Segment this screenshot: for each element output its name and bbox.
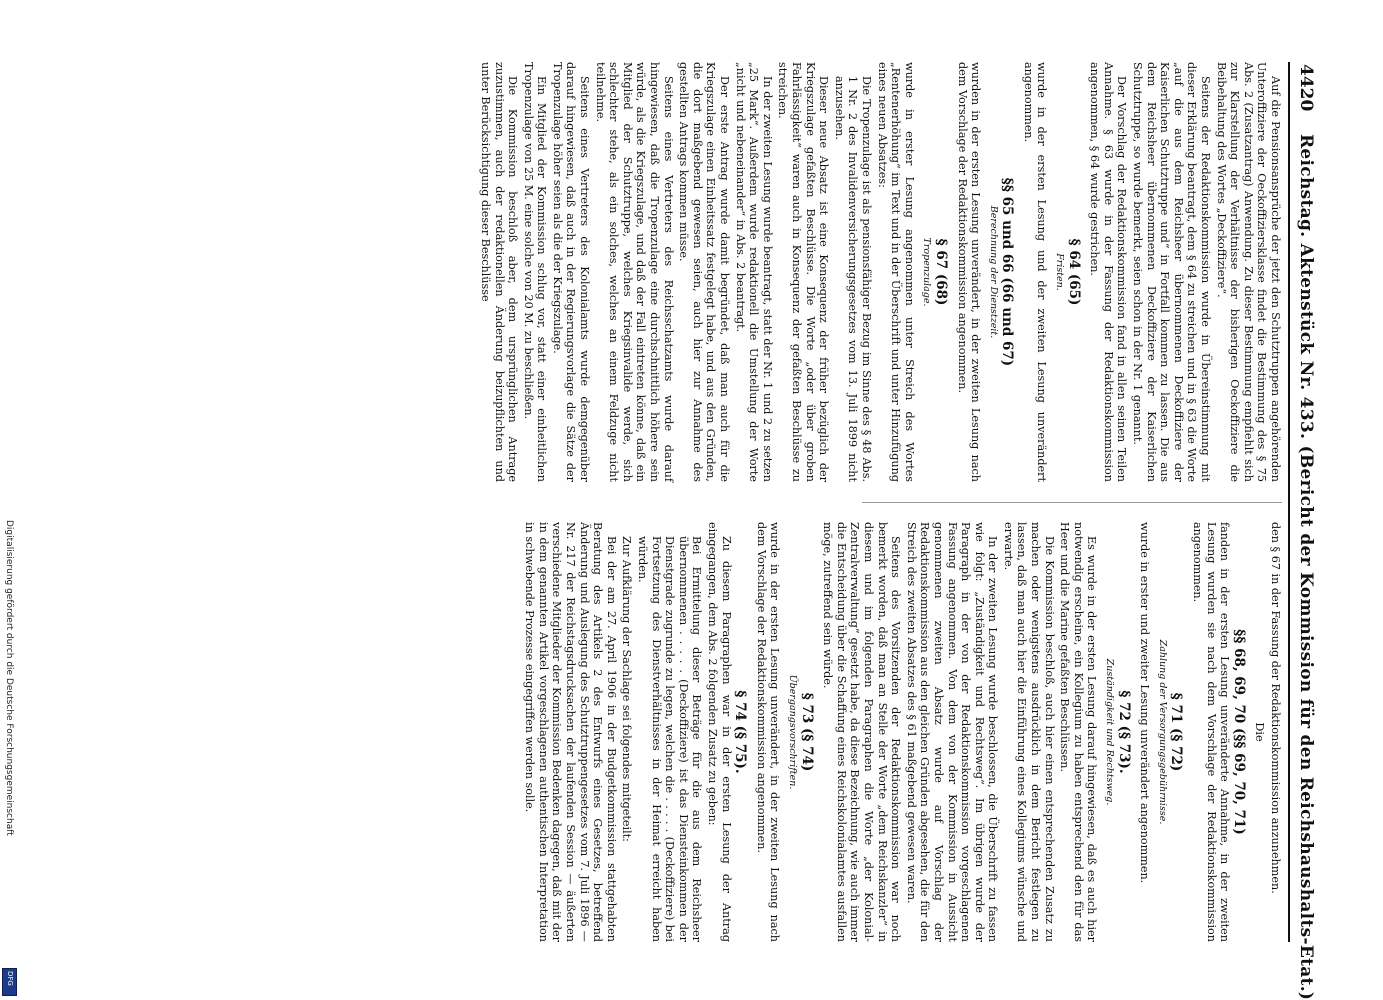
section-heading: § 72 (§ 73).: [1115, 690, 1132, 774]
paragraph: Seitens der Redaktionskommission wurde in Übereinstimmung mit dieser Erklärung beantragt, dem § 64 zu streichen und in § 63 die Worte „auf die aus dem Reichsheer übernommenen Deckoffiziere der Kaiserlichen Schutztruppe und“ in Fortfall kommen zu lassen. Die aus dem Reichsheer übernommenen Deckoffiziere der Kaiserlichen Schutztruppe, so wurde bemerkt, seien schon in der Nr. 1 genannt.: [1131, 62, 1213, 482]
left-column: [476, 62, 1282, 482]
section-heading: § 67 (68): [932, 238, 949, 306]
quoted-paragraph: Bei Ermittelung dieser Beträge für die aus dem Reichsheer übernommenen . . . . . (Deckoffiziere) ist das Diensteinkommen der Dienstgrade zugrunde zu legen, welchen die . . . . . (Deckoffiziere) bei Fortsetzung des Dienstverhältnisses in der Heimat erreicht haben würden.: [636, 536, 704, 942]
page-header: [1290, 62, 1318, 1000]
paragraph: Seitens des Vorsitzenden der Redaktionskommission war noch bemerkt worden, daß man an Stelle der Worte „dem Reichskanzler“ in diesem und im folgenden Paragraphen die Worte „der Kolonial-Zentralverwaltung“ gesetzt habe, da diese Bezeichnung, wie auch immer die Entscheidung über die Schaffung eines Reichskolonialamtes ausfallen möge, zutreffend sein würde.: [821, 522, 903, 942]
paragraph: Die Kommission beschloß, auch hier einen entsprechenden Zusatz zu machen oder wenigstens ausdrücklich in dem Bericht festlegen zu lassen, daß man auch hier die Einführung eines Kollegiums wünsche und erwarte.: [1001, 522, 1056, 942]
paragraph: wurde in der ersten Lesung und der zweiten Lesung unverändert angenommen.: [1021, 62, 1049, 482]
paragraph: Seitens eines Vertreters des Reichsschatzamts wurde darauf hingewiesen, daß die Tropenzulage eine durchschnittlich höhere sein würde, als die Kriegszulage, und daß der Fall eintreten könne, daß ein Mitglied der Schutztruppe, welches Kriegsinvalide werde, sich schlechter stehe, als ein solches, welches an einem Feldzuge nicht teilnehme.: [593, 62, 675, 482]
dfg-logo: [2, 968, 17, 996]
paragraph: Bei der am 27. April 1906 in der Budgetkommission stattgehabten Beratung des Artikels 2 des Entwurfs eines Gesetzes, betreffend Änderung und Auslegung des Schutztruppengesetzes vom 7. Juli 1896 — Nr. 217 der Reichstagsdrucksachen der laufenden Session — äußerten verschiedene Mitglieder der Kommission Bedenken dagegen, daß mit der in dem genannten Artikel vorgeschlagenen authentischen Interpretation in schwebende Prozesse eingegriffen werden solle.: [523, 522, 618, 942]
section-subtitle: Zahlung der Versorgungsgebührnisse.: [1156, 639, 1168, 825]
paragraph: Seitens eines Vertreters des Kolonialamts wurde demgegenüber darauf hingewiesen, daß auch in der Regierungsvorlage die Sätze der Tropenzulage höher seien als die der Kriegszulage.: [550, 62, 592, 482]
running-title: Reichstag. Aktenstück Nr. 433. (Bericht der Kommission für den Reichshaushalts-Etat.): [1296, 134, 1316, 1000]
column-divider: [862, 502, 1282, 503]
paragraph: Dieser neue Absatz ist eine Konsequenz der früher bezüglich der Kriegszulage gefaßten Beschlüsse. Die Worte „oder über groben Fahrlässigkeit“ waren auch in Konsequenz der gefaßten Beschlüsse zu streichen.: [776, 62, 831, 482]
paragraph: wurde in erster und zweiter Lesung unverändert angenommen.: [1138, 522, 1152, 884]
paragraph: Der Vorschlag der Redaktionskommission fand in allen seinen Teilen Annahme. § 63 wurde in der Fassung der Redaktionskommission angenommen, § 64 wurde gestrichen.: [1088, 62, 1129, 482]
dfg-logo-text: DFG: [6, 971, 14, 986]
paragraph: Zu diesem Paragraphen war in der ersten Lesung der Antrag eingegangen, dem Abs. 2 folgenden Zusatz zu geben:: [706, 522, 733, 942]
paragraph: In der zweiten Lesung wurde beantragt, statt der Nr. 1 und 2 zu setzen „25 Mark“. Außerdem wurde redaktionell die Umstellung der Worte „nicht und nebeneinander“ in Abs. 2 beantragt.: [733, 62, 774, 482]
section-heading: § 73 (§ 74): [798, 692, 815, 772]
paragraph: Auf die Pensionsansprüche der jetzt den Schutztruppen angehörenden Unteroffiziere der Oeckoffiziersklasse findet die Bestimmung des § 75 Abs. 2 (Zusatzantrag) Anwendung. Zu dieser Bestimmung empfiehlt sich zur Klarstellung der Verhältnisse der bisherigen Oeckoffiziere die Beibehaltung des Wortes „Deckoffiziere“.: [1214, 62, 1282, 482]
section-heading: § 64 (65): [1065, 238, 1082, 306]
section-heading: § 71 (§ 72): [1168, 692, 1185, 772]
paragraph: Der erste Antrag wurde damit begründet, daß man auch für die Kriegszulage einen Einheitssatz festgelegt habe, und aus den Gründen, die dort maßgebend gewesen seien, auch hier zur Annahme des gestellten Antrags kommen müsse.: [677, 62, 732, 482]
paragraph: den § 67 in der Fassung der Redaktionskommission anzunehmen.: [1269, 522, 1282, 894]
paragraph: fanden in der ersten Lesung unveränderte Annahme, in der zweiten Lesung wurden sie nach dem Vorschlage der Redaktionskommission angenommen.: [1191, 522, 1232, 942]
section-subtitle: Fristen.: [1054, 253, 1066, 291]
paragraph: Ein Mitglied der Kommission schlug vor, statt einer einheitlichen Tropenzulage von 25 M. eine solche von 20 M. zu beschließen.: [521, 62, 549, 482]
paragraph: Die Kommission beschloß aber, dem ursprünglichen Antrage zuzustimmen, auch der redaktionellen Änderung beizupflichten und unter Berücksichtigung dieser Beschlüsse: [478, 62, 520, 482]
quoted-paragraph: Die Tropenzulage ist als pensionsfähiger Bezug im Sinne des § 48 Abs. 1 Nr. 2 des Invalidenversicherungsgesetzes vom 13. Juli 1899 nicht anzusehen.: [832, 76, 873, 482]
section-heading: §§ 65 und 66 (66 und 67): [999, 177, 1016, 367]
section-subtitle: Zuständigkeit und Rechtsweg.: [1104, 658, 1116, 806]
digitization-note-text: Digitalisierung gefördert durch die Deutsche Forschungsgemeinschaft: [4, 520, 14, 836]
paragraph: wurde in erster Lesung angenommen unter Streich des Wortes „Rentenerhöhung“ im Text und in der Überschrift und unter Hinzufügung eines neuen Absatzes:: [875, 62, 916, 482]
paragraph: Die: [1253, 722, 1267, 742]
header-rule: [1288, 62, 1290, 942]
paragraph: wurde in der ersten Lesung unverändert, in der zweiten Lesung nach dem Vorschlage der Redaktionskommission angenommen.: [754, 522, 782, 942]
page-number: 4420: [1296, 64, 1316, 112]
rotated-content: [78, 62, 1318, 1000]
paragraph: wurden in der ersten Lesung unverändert, in der zweiten Lesung nach dem Vorschlage der Redaktionskommission angenommen.: [955, 62, 983, 482]
section-heading: §§ 68, 69, 70 (§§ 69, 70, 71): [1230, 629, 1247, 835]
paragraph: Es wurde in der ersten Lesung darauf hingewiesen, daß es auch hier notwendig erscheine, ein Kollegium zu haben entsprechend den für das Heer und die Marine gefaßten Beschlüssen.: [1058, 522, 1099, 942]
section-subtitle: Berechnung der Dienstzeit.: [987, 205, 999, 339]
right-column: [521, 522, 1282, 942]
section-subtitle: Tropenzulage.: [921, 237, 933, 307]
digitization-note: [4, 520, 16, 990]
section-subtitle: Übergangsvorschriften.: [787, 674, 798, 790]
paragraph: In der zweiten Lesung wurde beschlossen, die Überschrift zu fassen wie folgt: „Zuständigkeit und Rechtsweg“. Im übrigen wurde der Paragraph in der von der Redaktionskommission vorgeschlagenen Fassung angenommen. Von dem von der Kommission in Aussicht genommenen zweiten Absatz wurde auf Vorschlag der Redaktionskommission aus den gleichen Gründen abgesehen, die für den Streich des zweiten Absatzes des § 61 maßgebend gewesen waren.: [904, 522, 1000, 942]
section-heading: § 74 (§ 75).: [732, 690, 749, 774]
paragraph: Zur Aufklärung der Sachlage sei folgendes mitgeteilt:: [620, 536, 634, 842]
